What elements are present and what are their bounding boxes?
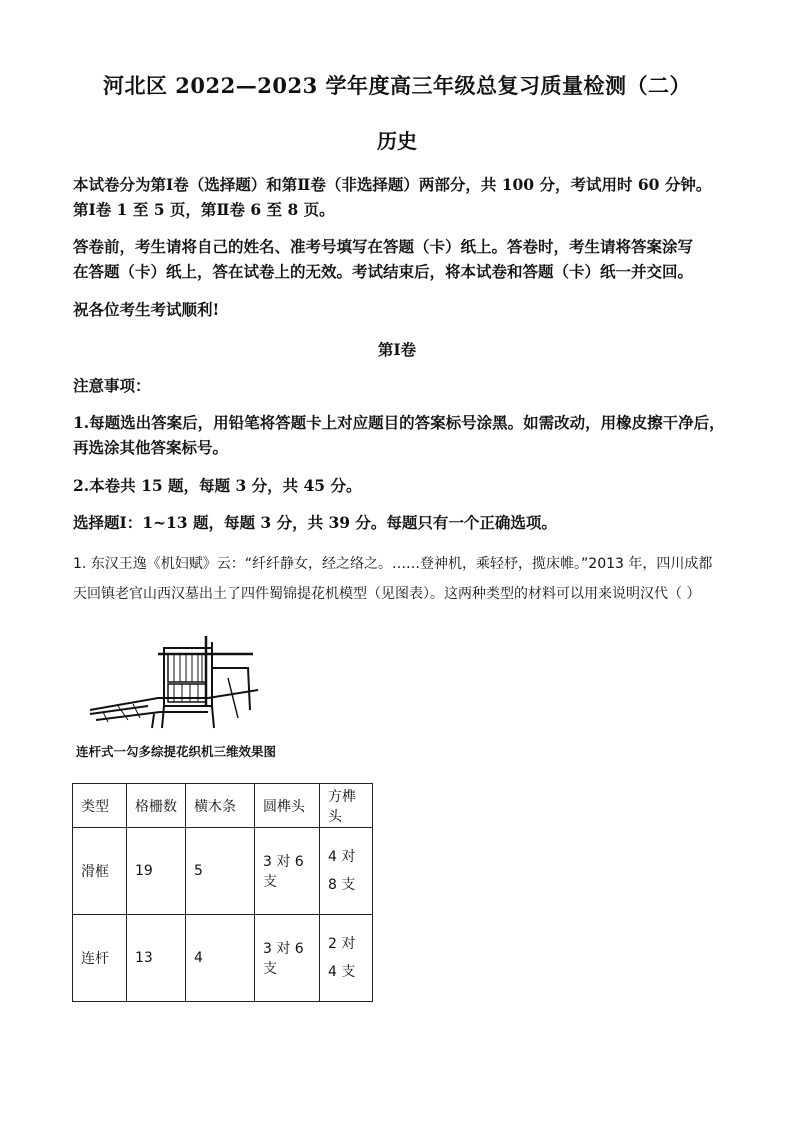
good-luck-text: 祝各位考生考试顺利! [73, 300, 220, 319]
table-cell: 滑框 [73, 828, 127, 915]
table-cell: 4 [186, 915, 255, 1002]
intro-line-2: 第Ⅰ卷 1 至 5 页，第Ⅱ卷 6 至 8 页。 [73, 200, 335, 219]
table-header-cell: 格栅数 [127, 784, 186, 828]
table-cell: 4 对 8 支 [320, 828, 373, 915]
table-header-cell: 横木条 [186, 784, 255, 828]
question-1-line-1: 1. 东汉王逸《机妇赋》云：“纤纤静女，经之络之。……登神机，乘轻杼，揽床帷。”2013 年，四川成都 [73, 556, 713, 572]
section-instructions: 选择题Ⅰ：1~13 题，每题 3 分，共 39 分。每题只有一个正确选项。 [73, 513, 557, 532]
loom-data-table [72, 783, 373, 1002]
notice-2: 2.本卷共 15 题，每题 3 分，共 45 分。 [73, 476, 362, 495]
table-header-cell: 圆榫头 [255, 784, 320, 828]
figure-caption: 连杆式一勾多综提花织机三维效果图 [76, 744, 277, 759]
notice-title: 注意事项： [73, 376, 151, 395]
table-row [73, 915, 373, 1002]
table-cell: 13 [127, 915, 186, 1002]
table-cell: 3 对 6 支 [255, 828, 320, 915]
table-cell: 3 对 6 支 [255, 915, 320, 1002]
loom-figure [88, 628, 268, 733]
exam-title: 河北区 2022—2023 学年度高三年级总复习质量检测（二） [102, 73, 691, 98]
notice-1-line-1: 1.每题选出答案后，用铅笔将答题卡上对应题目的答案标号涂黑。如需改动，用橡皮擦干净后， [73, 413, 725, 432]
part1-heading: 第Ⅰ卷 [377, 340, 417, 359]
table-cell: 连杆 [73, 915, 127, 1002]
intro-line-4: 在答题（卡）纸上，答在试卷上的无效。考试结束后，将本试卷和答题（卡）纸一并交回。 [73, 262, 694, 281]
subject-title: 历史 [377, 129, 417, 153]
table-cell: 5 [186, 828, 255, 915]
intro-line-1: 本试卷分为第Ⅰ卷（选择题）和第Ⅱ卷（非选择题）两部分，共 100 分，考试用时 60 分钟。 [73, 175, 712, 194]
table-header-cell: 方榫头 [320, 784, 373, 828]
table-cell: 19 [127, 828, 186, 915]
table-cell: 2 对 4 支 [320, 915, 373, 1002]
loom-illustration-icon [88, 628, 268, 733]
table-header-row [73, 784, 373, 828]
notice-1-line-2: 再选涂其他答案标号。 [73, 438, 229, 457]
table-header-cell: 类型 [73, 784, 127, 828]
intro-line-3: 答卷前，考生请将自己的姓名、准考号填写在答题（卡）纸上。答卷时，考生请将答案涂写 [73, 237, 694, 256]
question-1-line-2: 天回镇老官山西汉墓出土了四件蜀锦提花机模型（见图表）。这两种类型的材料可以用来说明汉代（ ） [73, 586, 701, 602]
table-row [73, 828, 373, 915]
